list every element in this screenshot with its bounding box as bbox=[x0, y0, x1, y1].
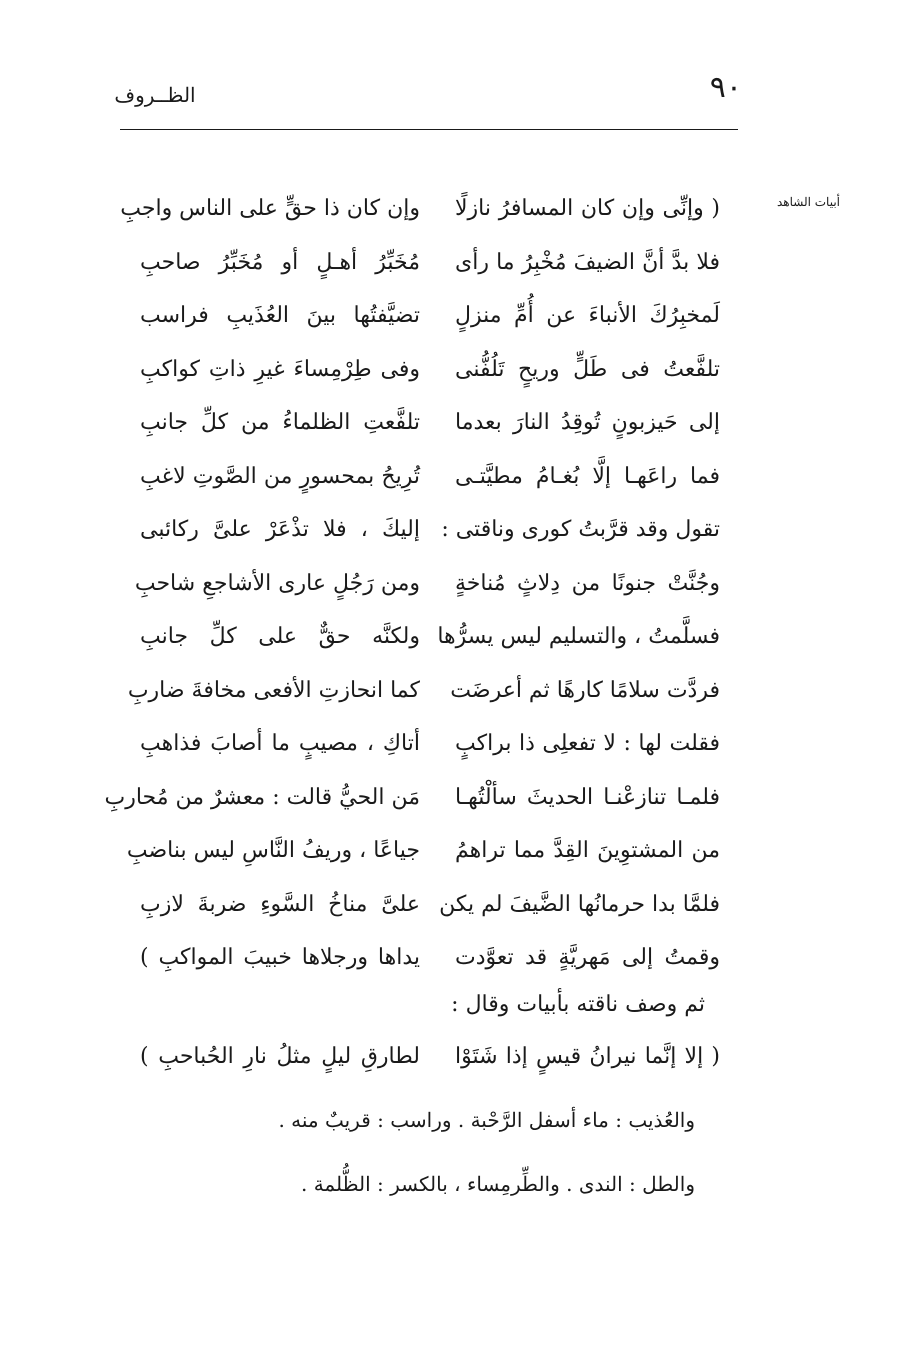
verse-first-hemistich: فسلَّمتُ ، والتسليم ليس يسرُّها bbox=[437, 624, 720, 649]
verse-second-hemistich: ولكنَّه حقٌّ على كلِّ جانبِ bbox=[140, 624, 420, 649]
verse-first-hemistich: وقمتُ إلى مَهريَّةٍ قد تعوَّدت bbox=[455, 945, 720, 970]
verse-line bbox=[0, 668, 917, 722]
verse-second-hemistich: كما انحازتِ الأفعى مخافةَ ضاربِ bbox=[127, 677, 420, 703]
verse-line bbox=[0, 240, 917, 294]
verse-line bbox=[0, 347, 917, 401]
verse-line bbox=[0, 561, 917, 615]
verse-line bbox=[0, 775, 917, 829]
verse-first-hemistich: فردَّت سلامًا كارهًا ثم أعرضَت bbox=[450, 677, 720, 703]
final-verse-line bbox=[0, 1034, 917, 1080]
page-number: ٩٠ bbox=[709, 70, 742, 105]
verse-line bbox=[0, 293, 917, 347]
verse-first-hemistich: وجُنَّتْ جنونًا من دِلاثٍ مُناخةٍ bbox=[455, 570, 720, 596]
verse-line bbox=[0, 186, 917, 240]
verse-second-hemistich: أتاكِ ، مصيبٍ ما أصابَ فذاهبِ bbox=[140, 731, 420, 756]
verse-line bbox=[0, 507, 917, 561]
verse-second-hemistich: علىَّ مناخُ السَّوءِ ضربةَ لازبِ bbox=[140, 891, 420, 917]
verse-first-hemistich: إلى حَيزبونٍ تُوقِدُ النارَ بعدما bbox=[455, 410, 720, 435]
verse-second-hemistich: ومن رَجُلٍ عارى الأشاجعِ شاحبِ bbox=[134, 570, 420, 596]
intro-line: ثم وصف ناقته بأبيات وقال : bbox=[451, 992, 705, 1017]
verse-first-hemistich: تلفَّعتُ فى طَلٍّ وريحٍ تَلُفُّنى bbox=[455, 356, 720, 382]
verse-first-hemistich: فما راعَهـا إلَّا بُغـامُ مطيَّتـى bbox=[455, 463, 720, 489]
gloss-note: والعُذيب : ماء أسفل الرَّحْبة . وراسب : قريبٌ منه . bbox=[278, 1108, 695, 1132]
verse-second-hemistich: تضيَّفتُها بينَ العُذَيبِ فراسب bbox=[140, 303, 420, 328]
verse-second-hemistich: مَن الحيُّ قالت : معشرٌ من مُحاربِ bbox=[104, 784, 420, 810]
verse-first-hemistich: فلمَّا بدا حرمانُها الضَّيفَ لم يكن bbox=[439, 891, 720, 917]
margin-note: أبيات الشاهد bbox=[776, 195, 840, 209]
verse-line bbox=[0, 454, 917, 508]
verse-second-hemistich: جياعًا ، وريفُ النَّاسِ ليس بناضبِ bbox=[126, 838, 420, 863]
verse-line bbox=[0, 400, 917, 454]
verse-first-hemistich: فلمـا تنازعْنـا الحديثَ سألْتُهـا bbox=[455, 784, 720, 810]
verse-second-hemistich: تُرِيحُ بمحسورٍ من الصَّوتِ لاغبِ bbox=[140, 463, 420, 489]
verse-line bbox=[0, 614, 917, 668]
poem bbox=[0, 186, 917, 989]
verse-second-hemistich: وفى طِرْمِساءَ غيرِ ذاتِ كواكبِ bbox=[140, 356, 420, 382]
gloss-note: والطل : الندى . والطِّرمِساء ، بالكسر : الظُّلمة . bbox=[300, 1172, 695, 1196]
verse-second-hemistich: تلفَّعتِ الظلماءُ من كلِّ جانبِ bbox=[140, 410, 420, 435]
verse-second-hemistich: إليكَ ، فلا تذْعَرْ علىَّ ركائبى bbox=[140, 517, 420, 542]
verse-second-hemistich: وإن كان ذا حقٍّ على الناس واجبِ bbox=[120, 196, 420, 221]
verse-first-hemistich: ( إلا إنَّما نيرانُ قيسٍ إذا شَتَوْا bbox=[455, 1044, 720, 1069]
verse-second-hemistich: لطارقِ ليلٍ مثلُ نارِ الحُباحبِ ) bbox=[140, 1044, 420, 1069]
verse-first-hemistich: فقلت لها : لا تفعلِى ذا براكبٍ bbox=[455, 731, 720, 756]
verse-first-hemistich: تقول وقد قرَّبتُ كورى وناقتى : bbox=[441, 517, 720, 542]
verse-line bbox=[0, 935, 917, 989]
verse-second-hemistich: يداها ورجلاها خبيبَ المواكبِ ) bbox=[140, 945, 420, 970]
verse-first-hemistich: لَمخبِرُكَ الأنباءَ عن أُمِّ منزلٍ bbox=[455, 303, 720, 328]
verse-line bbox=[0, 721, 917, 775]
running-title: الظــروف bbox=[114, 83, 196, 107]
header-rule bbox=[120, 129, 738, 130]
verse-second-hemistich: مُخَبِّرُ أهـلٍ أو مُخَبِّرُ صاحبِ bbox=[140, 249, 420, 275]
verse-first-hemistich: ( وإنِّى وإن كان المسافرُ نازلًا bbox=[455, 196, 720, 221]
verse-first-hemistich: فلا بدَّ أنَّ الضيفَ مُخْبِرُ ما رأى bbox=[455, 249, 720, 275]
verse-first-hemistich: من المشتوِينَ القِدَّ مما تراهمُ bbox=[455, 838, 720, 863]
verse-line bbox=[0, 828, 917, 882]
verse-line bbox=[0, 882, 917, 936]
